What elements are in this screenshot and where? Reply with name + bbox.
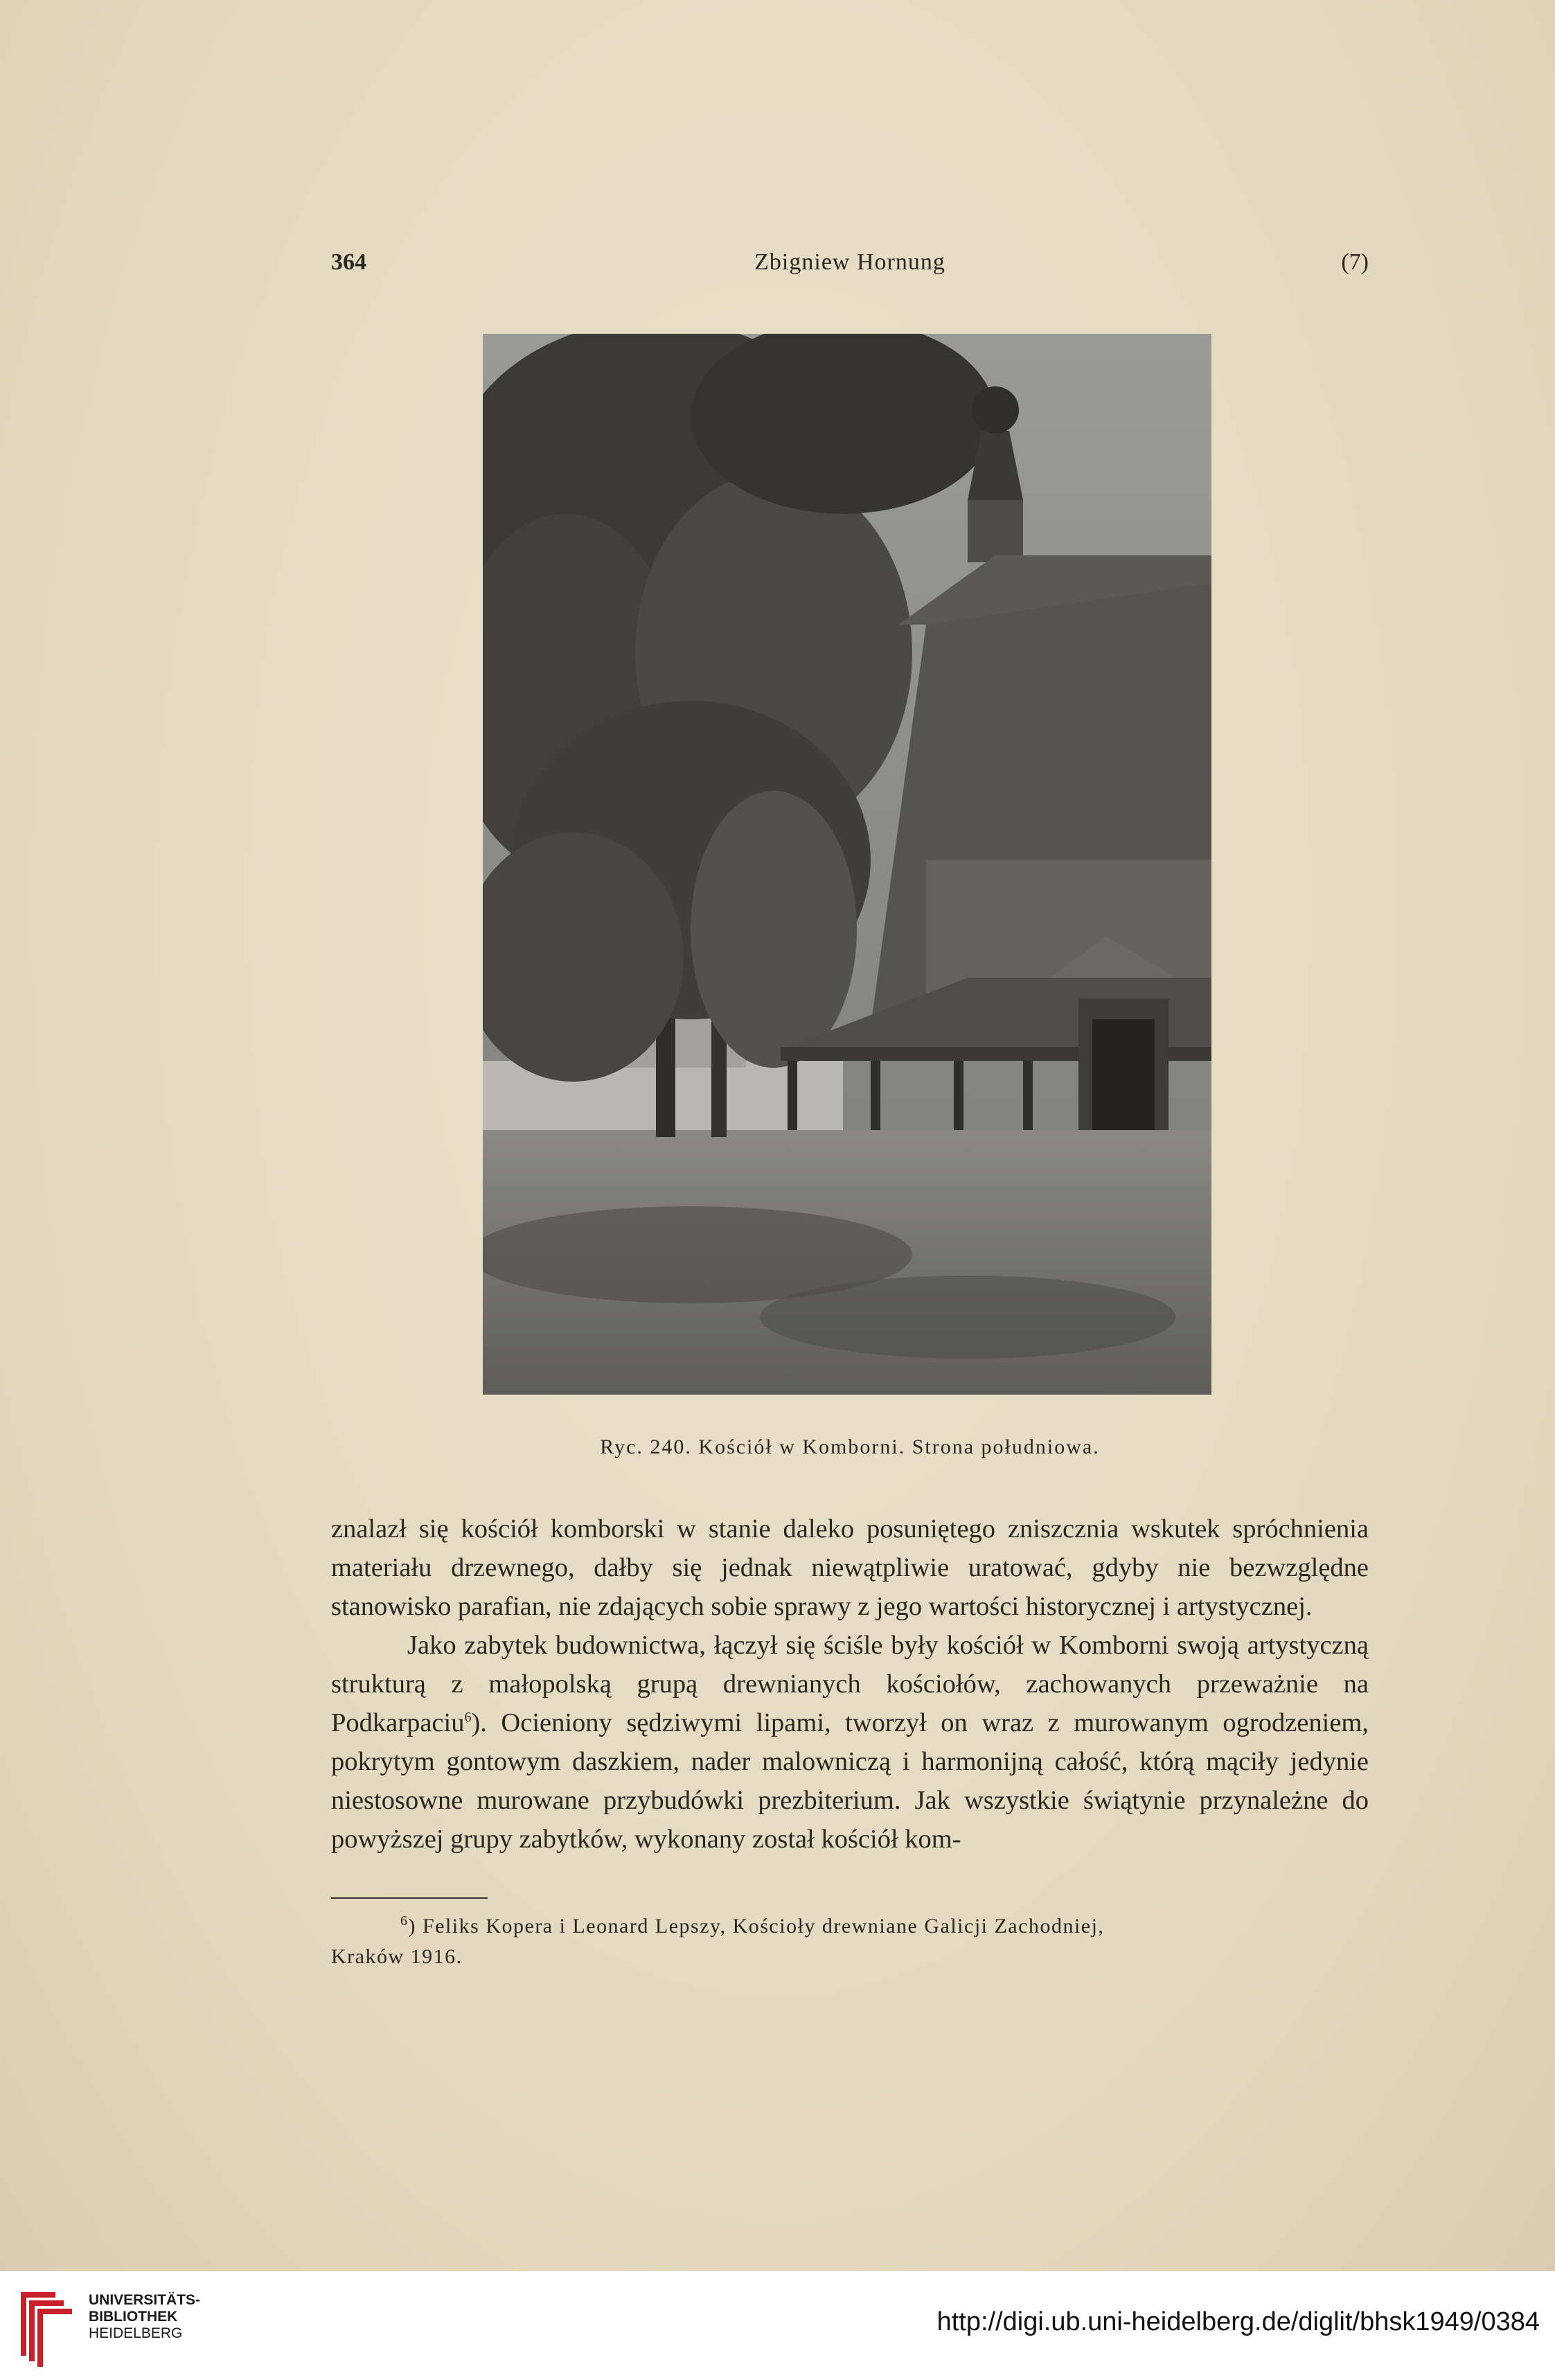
paragraph <box>331 1626 1369 1859</box>
footnote-text: ) Feliks Kopera i Leonard Lepszy, Kościoły drewniane Galicji Zachodniej, <box>408 1915 1105 1938</box>
library-name-line: HEIDELBERG <box>89 2325 183 2341</box>
section-number: (7) <box>1341 249 1369 275</box>
footnote-text: Kraków 1916. <box>331 1945 463 1968</box>
footnote-line <box>331 1911 1369 1942</box>
church-photo-illustration <box>483 334 1211 1395</box>
page-number: 364 <box>331 249 366 275</box>
footnote-reference: 6 <box>464 1710 472 1726</box>
church-photograph <box>483 334 1211 1395</box>
footnote-rule <box>331 1897 488 1899</box>
footnote <box>331 1911 1369 1972</box>
running-header <box>331 249 1369 284</box>
body-text <box>331 1510 1369 1859</box>
viewer-footer <box>0 2271 1555 2380</box>
running-head-author: Zbigniew Hornung <box>754 249 945 275</box>
paragraph: znalazł się kościół komborski w stanie daleko posuniętego zniszcznia wskutek spróchnienia materiału drzewnego, dałby się jednak niewątpliwie uratować, gdyby nie bezwzględne stanowisko parafian, nie zdających sobie sprawy z jego wartości historycznej i artystycznej. <box>331 1514 1369 1621</box>
paragraph-text: ). Ocieniony sędziwymi lipami, tworzył on wraz z murowanym ogrodzeniem, pokrytym gontowym daszkiem, nader malowniczą i harmonijną całość, którą mąciły jedynie niestosowne murowane przybudówki prezbiterium. Jak wszystkie świątynie przynależne do powyższej grupy zabytków, wykonany został kościół kom- <box>331 1708 1369 1854</box>
library-name-line: UNIVERSITÄTS- <box>89 2292 201 2308</box>
footnote-marker: 6 <box>400 1913 409 1929</box>
library-name <box>89 2292 200 2342</box>
figure-caption: Ryc. 240. Kościół w Komborni. Strona południowa. <box>600 1435 1100 1458</box>
paragraph-text: Jako zabytek budownictwa, łączył się ściśle były kościół w Komborni swoją artystyczną strukturą z małopolską grupą drewnianych kościołów, zachowanych przeważnie na Podkarpaciu <box>331 1631 1369 1737</box>
library-name-line: BIBLIOTHEK <box>89 2309 178 2325</box>
permalink-url[interactable]: http://digi.ub.uni-heidelberg.de/diglit/bhsk1949/0384 <box>936 2307 1540 2336</box>
library-logo-icon <box>14 2285 76 2368</box>
